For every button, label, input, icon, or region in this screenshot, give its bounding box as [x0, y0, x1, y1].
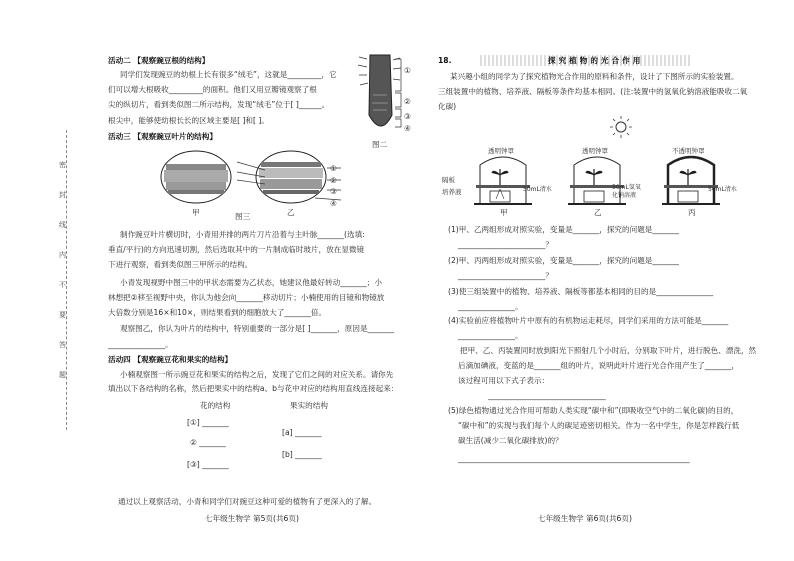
side-char: 答: [59, 341, 66, 349]
question-number: 18.: [438, 56, 452, 65]
question-line: (2)甲、丙两组形成对照实验，变量是_______，探究的问题是_______: [448, 256, 679, 265]
activity2-line: 尖的纵切片，看到类似图二所示结构，发现“绒毛”位于[ ]______。: [108, 100, 330, 109]
activity2-line: 根尖中，能够使幼根长长的区域主要是[ ]和[ ]。: [108, 116, 269, 125]
question-line: (4)实验前应将植物叶片中原有的有机物运走耗尽，同学们采用的方法可能是_______: [448, 316, 729, 325]
right-footer: 七年级生物学 第6页(共6页): [538, 514, 632, 523]
activity2-line: 们可以增大根吸收_________的面积。他们又用豆瓣镜观察了根: [108, 85, 317, 94]
question-title: 探究植物的光合作用: [548, 56, 644, 65]
activity4-end: 通过以上观察活动，小青和同学们对豌豆这种可爱的植物有了更深入的了解。: [118, 497, 377, 506]
activity3-line: 大倍数分别是16×和10×，则结果看到的细胞放大了_______倍。: [108, 308, 327, 317]
leaf-section-figure-b: [255, 150, 327, 205]
fig3-label: ②: [330, 176, 337, 185]
apparatus-side-label: 隔板: [442, 176, 455, 184]
fig3-label: ④: [330, 199, 337, 208]
apparatus-c: [656, 155, 726, 205]
side-char: 要: [59, 311, 66, 319]
fig3-caption: 图三: [235, 212, 251, 221]
question-line: _______________________？: [458, 240, 553, 249]
fig3-label: ③: [330, 187, 337, 196]
question-line: _______________________？: [458, 271, 553, 280]
sun-icon: [610, 116, 632, 138]
apparatus-label: 透明钟罩: [488, 147, 514, 155]
side-char: 线: [59, 221, 66, 229]
apparatus-label: 不透明钟罩: [672, 147, 705, 155]
activity3-line: 小青发现视野中图三中的甲状态需要为乙状态，她建议他最好转动_______；小: [120, 278, 382, 287]
apparatus-liquid: 50mL清水: [523, 186, 552, 193]
flower-item: [①] _______: [187, 418, 229, 427]
activity3-line: 下进行观察，看到类似图三甲所示的结构。: [108, 260, 253, 269]
apparatus-side-label: 培养液: [442, 188, 462, 196]
intro-line: 三组装置中的植物、培养液、隔板等条件均基本相同。(注:装置中的氢氧化钠溶液能吸收二氧: [438, 87, 748, 96]
fig2-label: ④: [404, 124, 411, 133]
apparatus-liquid: 50mL氢氧化钠溶液: [612, 184, 641, 199]
question-line: _____________________________________________________________: [458, 454, 690, 463]
question-line: 后滴加碘液，变蓝的是_______组的叶片，说明此叶片进行光合作用产生了_______，: [458, 361, 739, 370]
apparatus-caption: 乙: [594, 208, 602, 217]
intro-line: 某兴趣小组的同学为了探究植物光合作用的原料和条件，设计了下图所示的实验装置。: [450, 72, 739, 81]
side-char: 封: [59, 191, 66, 199]
question-line: “碳中和”的实现与我们每个人的碳足迹密切相关。作为一名中学生，你是怎样践行低: [458, 421, 740, 430]
activity3-line: _______________。: [108, 340, 173, 349]
fig2-label: ②: [404, 97, 411, 106]
activity4-line: 小楠观察图一所示豌豆花和果实的结构之后，发现了它们之间的对应关系。请你先: [120, 370, 394, 379]
question-line: 该过程可用以下式子表示：: [458, 376, 550, 385]
fig3-label: ①: [330, 164, 337, 173]
table-head-fruit: 果实的结构: [290, 401, 328, 410]
activity2-line: 同学们发现豌豆的幼根上长有很多“绒毛”，这就是_________，它: [120, 70, 337, 79]
apparatus-caption: 丙: [688, 208, 696, 217]
fruit-item: [a] _______: [282, 428, 322, 437]
side-char: 内: [59, 251, 66, 259]
question-line: (5)绿色植物通过光合作用可帮助人类实现“碳中和”(即吸收空气中的二氧化碳)的目的，: [448, 406, 739, 415]
question-line: (3)使三组装置中的植物、培养液、隔板等都基本相同的目的是_______________: [448, 287, 714, 296]
leaf-section-figure-a: [160, 150, 232, 205]
activity2-title: 活动二 【观察豌豆根的结构】: [108, 56, 210, 65]
fig3-caption-a: 甲: [192, 208, 200, 217]
apparatus-a: [468, 155, 538, 205]
fig2-caption: 图二: [372, 140, 388, 149]
apparatus-liquid: 50mL清水: [708, 186, 737, 193]
activity3-title: 活动三 【观察豌豆叶片的结构】: [108, 132, 217, 141]
fig2-label: ①: [404, 66, 411, 75]
left-footer: 七年级生物学 第5页(共6页): [205, 514, 299, 523]
question-line: _______________。: [458, 331, 523, 340]
side-char: 不: [59, 281, 66, 289]
fig2-label: ③: [404, 112, 411, 121]
side-char: 密: [59, 161, 66, 169]
side-notice: [59, 160, 69, 380]
activity3-line: 观察图乙，你认为叶片的结构中，特别重要的一部分是[ ]_______，原因是_______: [120, 324, 395, 333]
question-line: _______________________________: [488, 391, 606, 400]
flower-item: ② _______: [190, 438, 226, 447]
table-head-flower: 花的结构: [200, 401, 231, 410]
activity3-line: 垂直/平行)的方向迅速切割，然后选取其中的一片制成临时玻片，放在显微镜: [108, 245, 365, 254]
activity3-line: 林想把②移至视野中央，你认为他会向_______移动切片；小楠使用的目镜和物镜放: [108, 293, 385, 302]
activity3-line: 制作豌豆叶片横切时，小青用并排的两片刀片沿着与主叶脉_______(选填:: [120, 230, 365, 239]
activity4-title: 活动四 【观察豌豆花和果实的结构】: [108, 355, 233, 364]
question-line: 把甲、乙、丙装置同时放到阳光下照射几个小时后，分别取下叶片，进行脱色、漂洗，然: [460, 346, 757, 355]
fruit-item: [b] _______: [282, 450, 322, 459]
activity4-line: 填出以下各结构的名称，然后把果实中的结构a、b与花中对应的结构用直线连接起来：: [108, 384, 399, 393]
fig3-caption-b: 乙: [287, 208, 295, 217]
side-char: 题: [59, 371, 66, 379]
question-line: (1)甲、乙两组形成对照实验，变量是_______，探究的问题是_______: [448, 225, 679, 234]
intro-line: 化碳): [438, 102, 457, 111]
question-line: _______________。: [458, 302, 523, 311]
apparatus-caption: 甲: [500, 208, 508, 217]
apparatus-label: 透明钟罩: [582, 147, 608, 155]
question-line: 碳生活(减少二氧化碳排放)的？: [458, 436, 563, 445]
flower-item: [③] _______: [187, 460, 229, 469]
